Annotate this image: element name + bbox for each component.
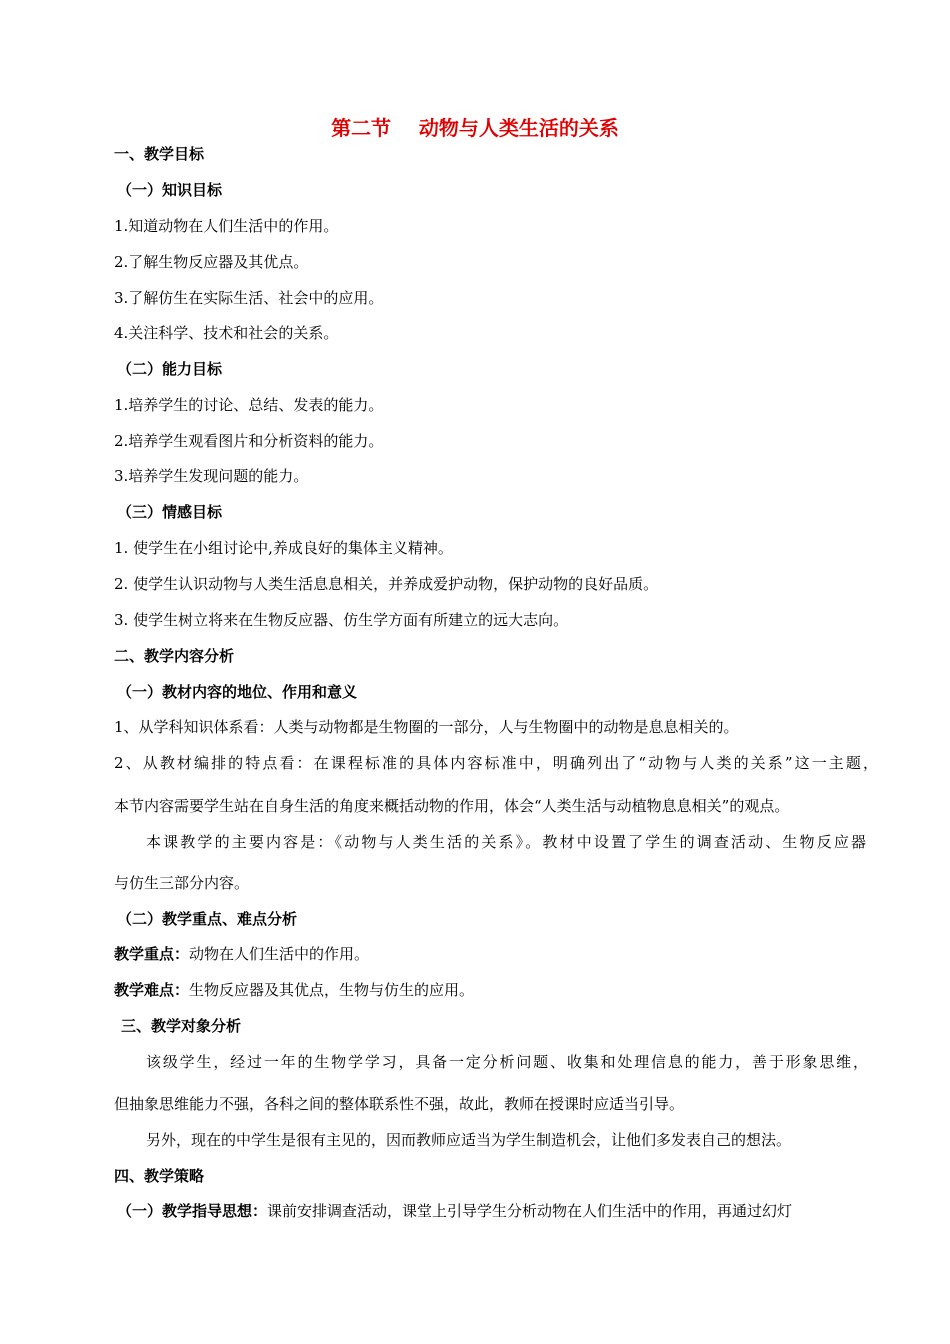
list-item: 3. 使学生树立将来在生物反应器、仿生学方面有所建立的远大志向。: [114, 611, 569, 629]
subheading-ability: （二）能力目标: [117, 360, 223, 378]
paragraph: 本节内容需要学生站在自身生活的角度来概括动物的作用，体会“人类生活与动植物息息相关”的观点。: [114, 797, 790, 815]
section-heading-content-analysis: 二、教学内容分析: [114, 647, 235, 665]
paragraph: 另外，现在的中学生是很有主见的，因而教师应适当为学生制造机会，让他们多发表自己的想法。: [146, 1131, 792, 1149]
strategy-guide-text: 课前安排调查活动，课堂上引导学生分析动物在人们生活中的作用，再通过幻灯: [267, 1202, 793, 1220]
list-item: 4.关注科学、技术和社会的关系。: [114, 324, 339, 342]
list-item: 1.知道动物在人们生活中的作用。: [114, 217, 339, 235]
difficulty-label: 教学难点：: [114, 981, 190, 999]
section-heading-audience: 三、教学对象分析: [121, 1017, 242, 1035]
key-point-text: 动物在人们生活中的作用。: [189, 945, 370, 963]
paragraph: 1、从学科知识体系看：人类与动物都是生物圈的一部分，人与生物圈中的动物是息息相关的。: [114, 718, 739, 736]
section-heading-strategy: 四、教学策略: [114, 1167, 205, 1185]
subheading-position: （一）教材内容的地位、作用和意义: [117, 683, 358, 701]
subheading-knowledge: （一）知识目标: [117, 181, 223, 199]
difficulty-text: 生物反应器及其优点，生物与仿生的应用。: [189, 981, 475, 999]
key-point-label: 教学重点：: [114, 945, 190, 963]
list-item: 2.了解生物反应器及其优点。: [114, 253, 309, 271]
list-item: 1. 使学生在小组讨论中,养成良好的集体主义精神。: [114, 539, 453, 557]
paragraph: 本课教学的主要内容是：《动物与人类生活的关系》。教材中设置了学生的调查活动、生物反应器: [146, 833, 866, 851]
paragraph: 但抽象思维能力不强，各科之间的整体联系性不强，故此，教师在授课时应适当引导。: [114, 1095, 685, 1113]
list-item: 2.培养学生观看图片和分析资料的能力。: [114, 432, 384, 450]
strategy-guide-label: （一）教学指导思想：: [117, 1202, 268, 1220]
difficulty-point: [114, 980, 474, 1000]
list-item: 2. 使学生认识动物与人类生活息息相关，并养成爱护动物，保护动物的良好品质。: [114, 575, 659, 593]
section-heading-objectives: 一、教学目标: [114, 145, 205, 163]
key-point: [114, 944, 369, 964]
page-title: 第二节 动物与人类生活的关系: [331, 116, 619, 140]
paragraph: 与仿生三部分内容。: [114, 874, 250, 892]
subheading-emotion: （三）情感目标: [117, 503, 223, 521]
list-item: 1.培养学生的讨论、总结、发表的能力。: [114, 396, 384, 414]
strategy-guide: [117, 1201, 792, 1221]
list-item: 3.了解仿生在实际生活、社会中的应用。: [114, 289, 384, 307]
paragraph: 该级学生，经过一年的生物学学习，具备一定分析问题、收集和处理信息的能力，善于形象思维，: [146, 1053, 868, 1071]
list-item: 3.培养学生发现问题的能力。: [114, 467, 309, 485]
paragraph: 2、从教材编排的特点看：在课程标准的具体内容标准中，明确列出了“动物与人类的关系”这一主题，: [114, 754, 878, 772]
subheading-keypoints: （二）教学重点、难点分析: [117, 910, 298, 928]
